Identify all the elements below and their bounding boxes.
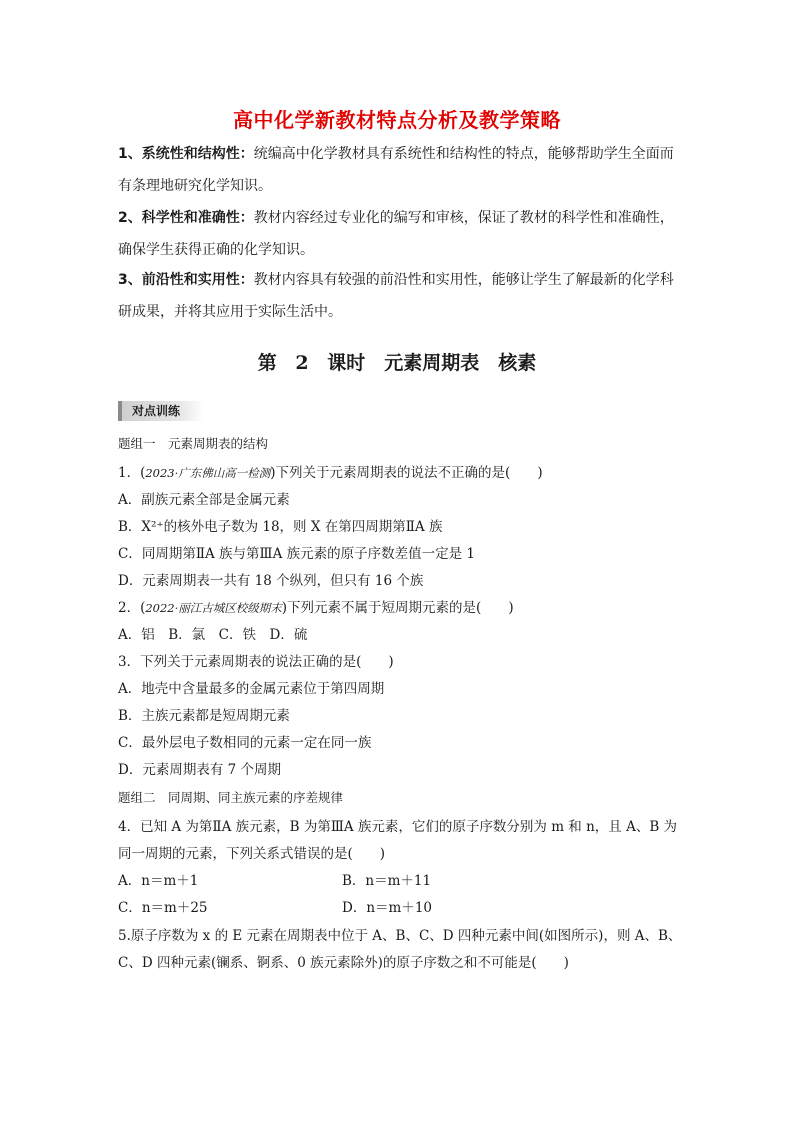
- question-1-source: 2023·广东佛山高一检测: [145, 466, 271, 480]
- question-4-option-b: B．n＝m＋11: [342, 873, 432, 889]
- question-5-stem-line-1: 5.原子序数为 x 的 E 元素在周期表中位于 A、B、C、D 四种元素中间(如图所示)，则 A、B、: [118, 928, 682, 944]
- intro-paragraph-1: [118, 138, 680, 202]
- lesson-title: 第 2 课时 元素周期表 核素: [257, 352, 537, 374]
- question-3-option-c: C．最外层电子数相同的元素一定在同一族: [118, 735, 372, 751]
- document-title: 高中化学新教材特点分析及教学策略: [233, 108, 561, 132]
- intro-paragraph-3: [118, 264, 680, 328]
- intro-text-1a: 统编高中化学教材具有系统性和结构性的特点，能够帮助学生全面而: [253, 146, 674, 162]
- intro-paragraph-2: [118, 202, 680, 266]
- intro-text-2a: 教材内容经过专业化的编写和审核，保证了教材的科学性和准确性，: [253, 210, 674, 226]
- question-2-stem: [118, 598, 514, 618]
- question-4-option-a: A．n＝m＋1: [118, 873, 199, 889]
- question-3-option-a: A．地壳中含量最多的金属元素位于第四周期: [118, 681, 385, 697]
- question-1-number: 1．(: [118, 465, 146, 481]
- question-1-stem: [118, 463, 543, 483]
- question-2-source: 2022·丽江古城区校级期末: [145, 601, 282, 615]
- intro-text-1b: 有条理地研究化学知识。: [118, 178, 272, 194]
- intro-text-3b: 研成果，并将其应用于实际生活中。: [118, 304, 342, 320]
- question-4-option-d: D．n＝m＋10: [342, 900, 432, 916]
- question-3-stem: 3．下列关于元素周期表的说法正确的是( ): [118, 654, 394, 670]
- question-2-number: 2．(: [118, 600, 146, 616]
- question-4-stem-line-2: 同一周期的元素，下列关系式错误的是( ): [118, 846, 386, 862]
- question-3-option-d: D．元素周期表有 7 个周期: [118, 762, 281, 778]
- question-5-stem-line-2: C、D 四种元素(镧系、锕系、0 族元素除外)的原子序数之和不可能是( ): [118, 955, 569, 971]
- group-2-title: 题组二 同周期、同主族元素的序差规律: [118, 790, 344, 805]
- question-3-option-b: B．主族元素都是短周期元素: [118, 708, 290, 724]
- question-2-options: A．铝 B．氯 C．铁 D．硫: [118, 627, 308, 643]
- intro-label-2: 2、科学性和准确性：: [118, 210, 254, 226]
- question-1-option-a: A．副族元素全部是金属元素: [118, 492, 290, 508]
- question-1-option-d: D．元素周期表一共有 18 个纵列，但只有 16 个族: [118, 573, 424, 589]
- question-1-option-c: C．同周期第ⅡA 族与第ⅢA 族元素的原子序数差值一定是 1: [118, 546, 475, 562]
- question-1-option-b: B．X²⁺的核外电子数为 18，则 X 在第四周期第ⅡA 族: [118, 519, 443, 535]
- question-4-option-c: C．n＝m＋25: [118, 900, 208, 916]
- question-1-text: )下列关于元素周期表的说法不正确的是( ): [270, 465, 543, 481]
- question-2-text: )下列元素不属于短周期元素的是( ): [281, 600, 514, 616]
- question-4-stem-line-1: 4．已知 A 为第ⅡA 族元素，B 为第ⅢA 族元素，它们的原子序数分别为 m 和 n，且 A、B 为: [118, 819, 678, 835]
- intro-text-3a: 教材内容具有较强的前沿性和实用性，能够让学生了解最新的化学科: [253, 272, 674, 288]
- section-tag: 对点训练: [118, 401, 204, 421]
- intro-label-3: 3、前沿性和实用性：: [118, 272, 254, 288]
- intro-text-2b: 确保学生获得正确的化学知识。: [118, 242, 314, 258]
- group-1-title: 题组一 元素周期表的结构: [118, 436, 269, 451]
- intro-label-1: 1、系统性和结构性：: [118, 146, 254, 162]
